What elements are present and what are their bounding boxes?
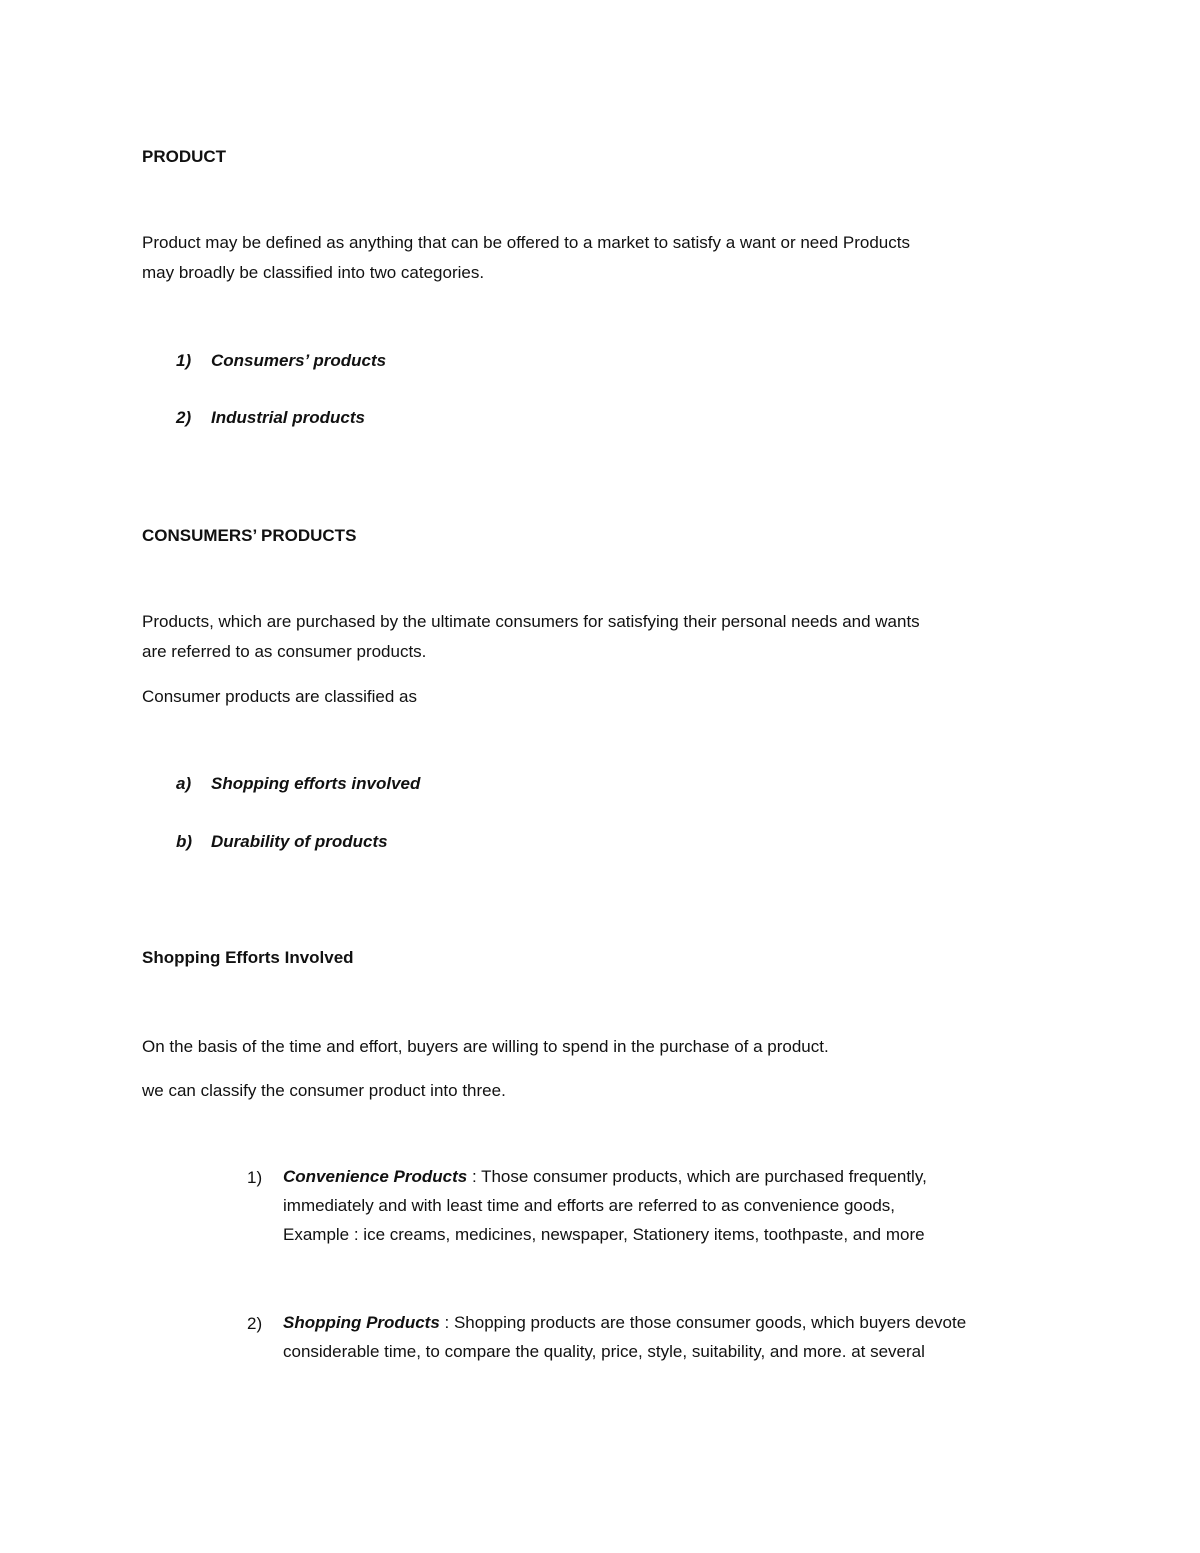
classification-a-label: Shopping efforts involved bbox=[211, 774, 421, 793]
product-intro-line-1: Product may be defined as anything that can be offered to a market to satisfy a want or need Products bbox=[142, 233, 910, 252]
consumers-intro-line-2: are referred to as consumer products. bbox=[142, 642, 427, 661]
consumers-intro-paragraph bbox=[142, 607, 1072, 667]
product-type-2-line-1 bbox=[283, 1308, 1083, 1337]
classification-a-number: a) bbox=[176, 774, 192, 793]
classification-b-label: Durability of products bbox=[211, 832, 388, 851]
product-type-1-separator: : bbox=[467, 1167, 482, 1186]
shopping-basis-text: On the basis of the time and effort, buyers are willing to spend in the purchase of a product. bbox=[142, 1037, 829, 1056]
product-type-2-text-1: Shopping products are those consumer goods, which buyers devote bbox=[453, 1313, 967, 1332]
product-type-1-number: 1) bbox=[247, 1168, 263, 1187]
category-2-label: Industrial products bbox=[211, 408, 365, 427]
category-1-number: 1) bbox=[176, 351, 192, 370]
product-intro-line-2: may broadly be classified into two categories. bbox=[142, 263, 485, 282]
consumers-intro-line-1: Products, which are purchased by the ultimate consumers for satisfying their personal needs and wants bbox=[142, 612, 920, 631]
product-type-2-separator: : bbox=[439, 1313, 454, 1332]
category-1-label: Consumers’ products bbox=[211, 351, 387, 370]
heading-product: PRODUCT bbox=[142, 147, 227, 166]
heading-shopping-efforts: Shopping Efforts Involved bbox=[142, 948, 354, 967]
heading-consumers-products: CONSUMERS’ PRODUCTS bbox=[142, 526, 357, 545]
shopping-classify-text: we can classify the consumer product into three. bbox=[142, 1081, 506, 1100]
product-type-2-line-2: considerable time, to compare the quality, price, style, suitability, and more. at several bbox=[283, 1342, 925, 1361]
shopping-products-term: Shopping Products bbox=[283, 1313, 440, 1332]
product-intro-paragraph bbox=[142, 228, 1072, 288]
product-type-1-line-3: Example : ice creams, medicines, newspaper, Stationery items, toothpaste, and more bbox=[283, 1225, 925, 1244]
product-type-1-line-1 bbox=[283, 1162, 1083, 1191]
product-type-2-number: 2) bbox=[247, 1314, 263, 1333]
category-2-number: 2) bbox=[176, 408, 192, 427]
product-type-1-line-2: immediately and with least time and efforts are referred to as convenience goods, bbox=[283, 1196, 896, 1215]
product-type-1-text-1: Those consumer products, which are purchased frequently, bbox=[481, 1167, 927, 1186]
classification-b-number: b) bbox=[176, 832, 193, 851]
convenience-products-term: Convenience Products bbox=[283, 1167, 468, 1186]
consumer-classified-text: Consumer products are classified as bbox=[142, 687, 417, 706]
